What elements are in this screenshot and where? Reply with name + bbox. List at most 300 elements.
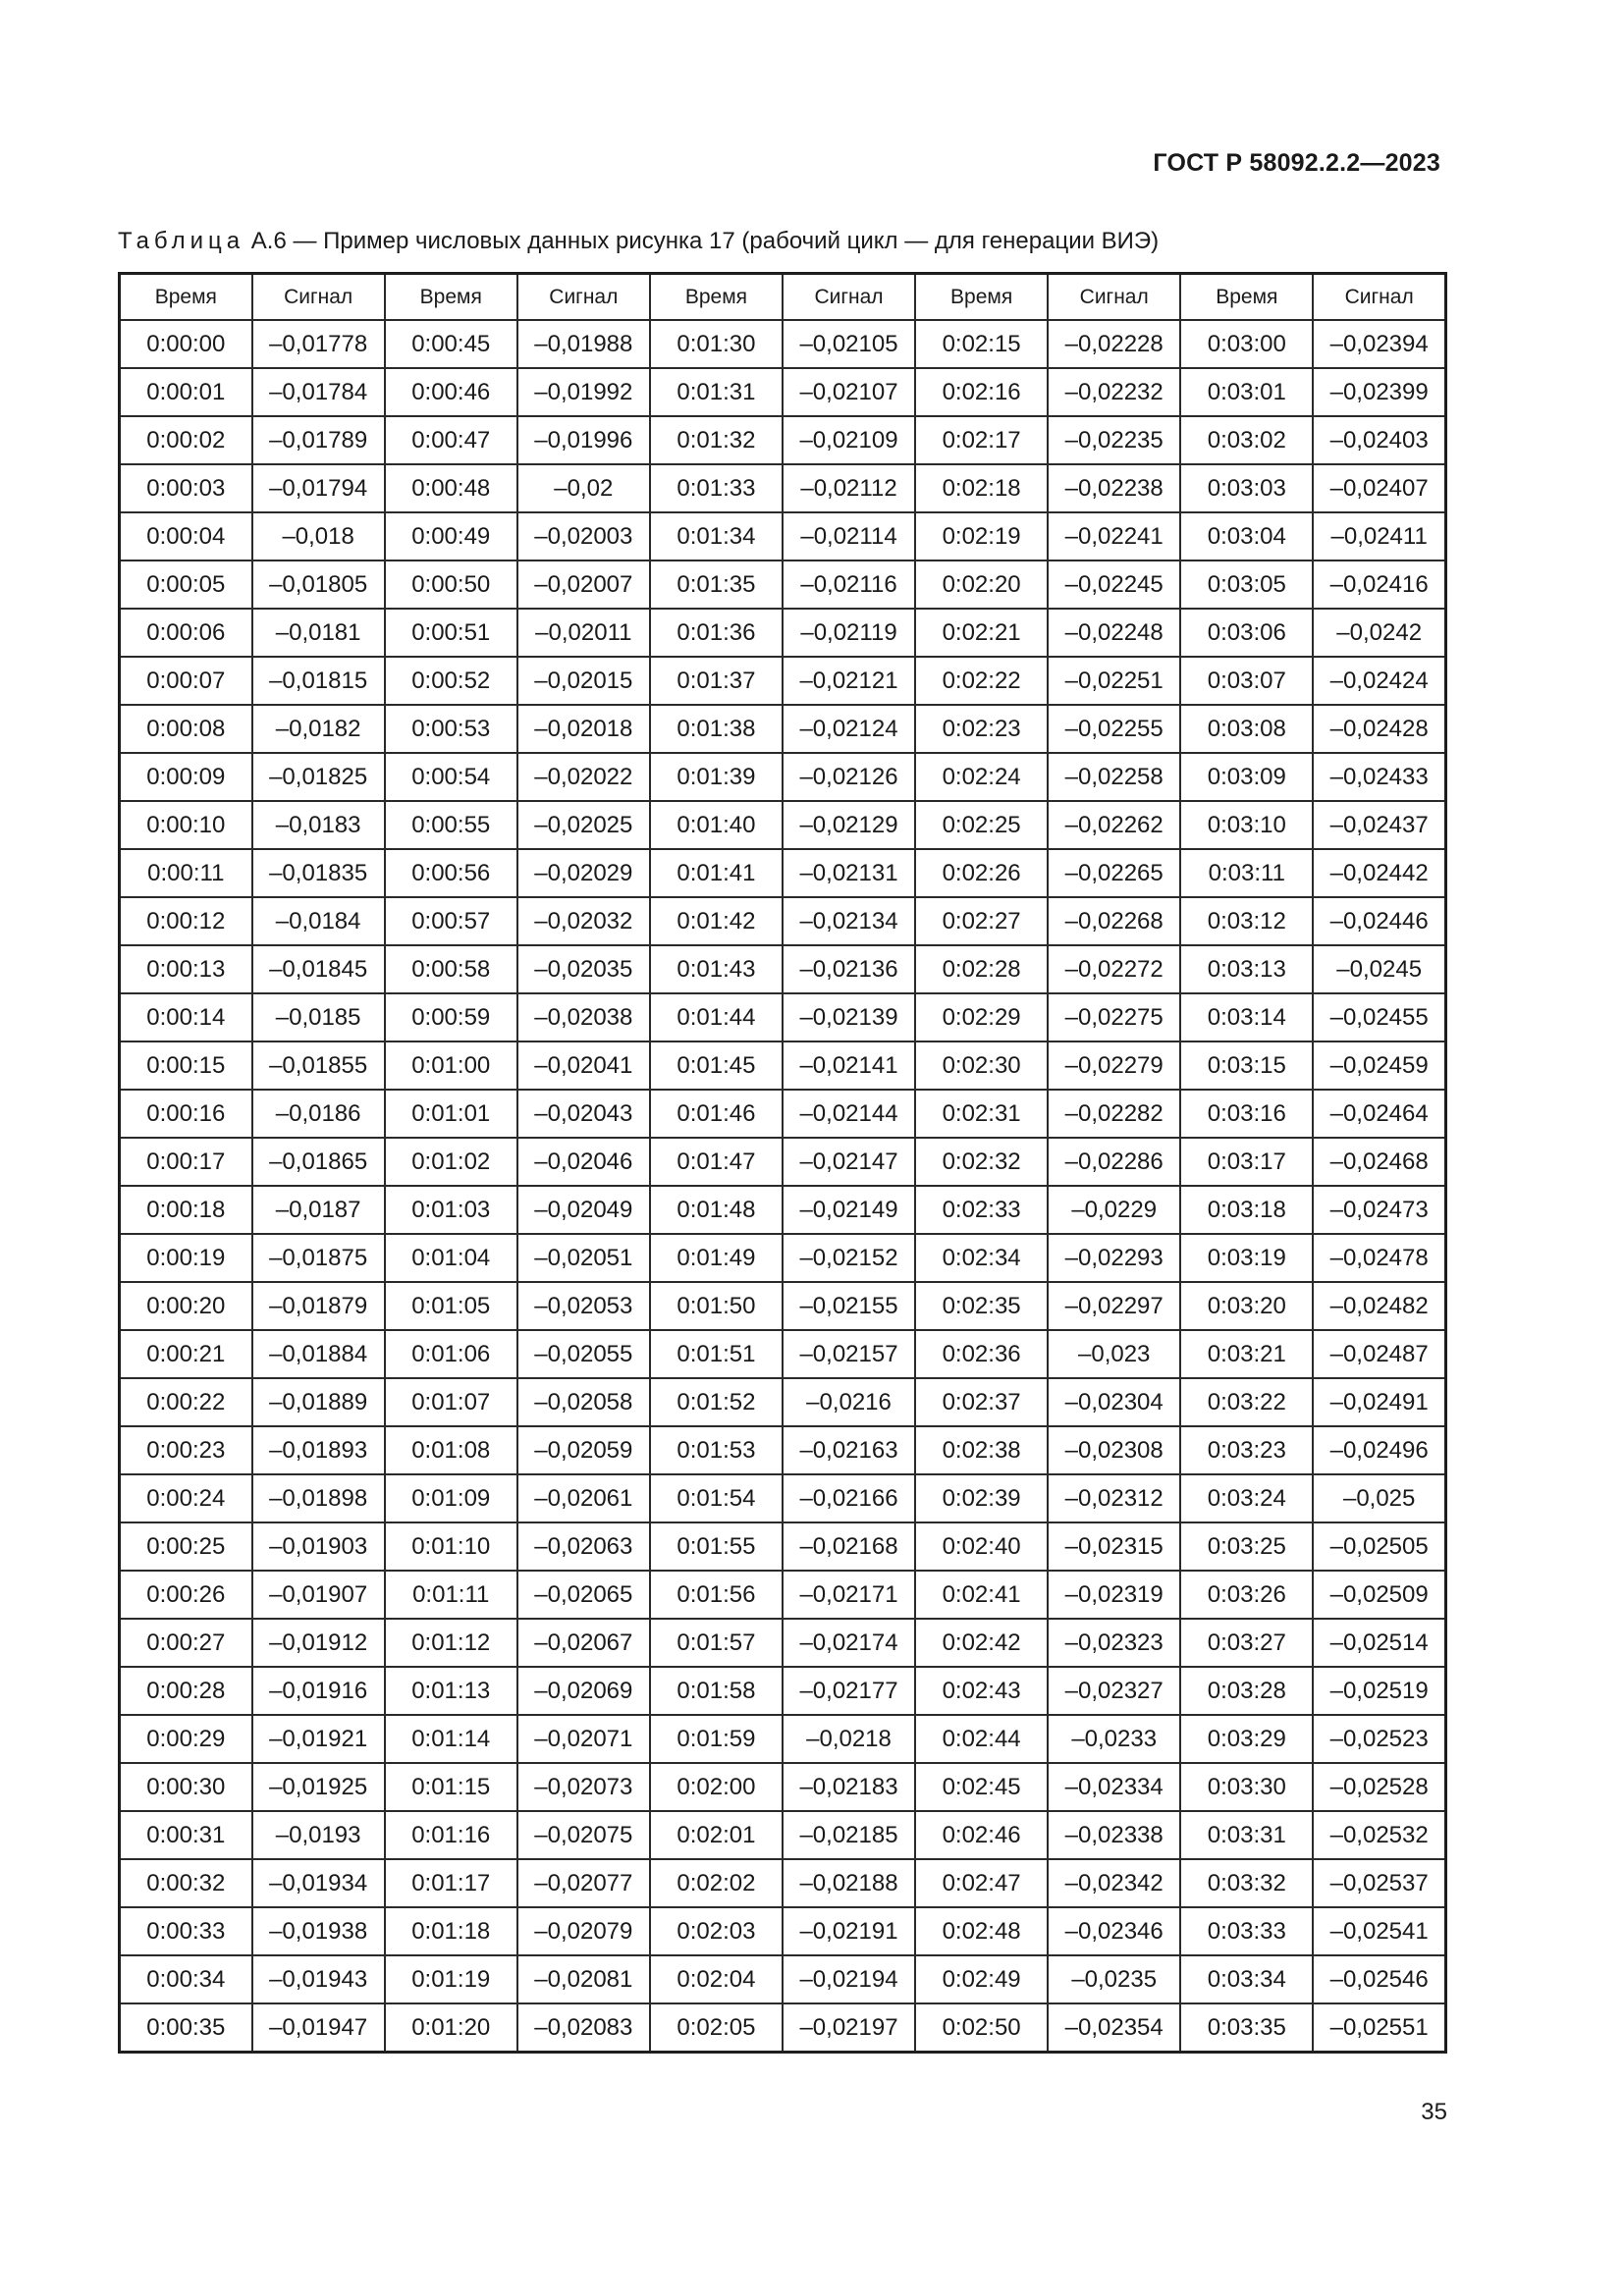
time-cell: 0:01:55	[650, 1522, 783, 1571]
time-cell: 0:03:27	[1180, 1619, 1313, 1667]
table-row	[120, 609, 1446, 657]
time-cell: 0:01:05	[385, 1282, 517, 1330]
time-cell: 0:02:46	[915, 1811, 1048, 1859]
time-cell: 0:00:51	[385, 609, 517, 657]
time-cell: 0:02:50	[915, 2003, 1048, 2053]
signal-cell: –0,02334	[1048, 1763, 1180, 1811]
signal-cell: –0,0233	[1048, 1715, 1180, 1763]
data-table	[118, 272, 1447, 2054]
time-cell: 0:02:29	[915, 993, 1048, 1041]
time-cell: 0:03:16	[1180, 1090, 1313, 1138]
table-row	[120, 1715, 1446, 1763]
signal-cell: –0,01845	[252, 945, 385, 993]
time-cell: 0:00:58	[385, 945, 517, 993]
signal-cell: –0,02051	[517, 1234, 650, 1282]
column-header-time: Время	[1180, 274, 1313, 321]
time-cell: 0:02:35	[915, 1282, 1048, 1330]
time-cell: 0:03:19	[1180, 1234, 1313, 1282]
signal-cell: –0,02157	[783, 1330, 915, 1378]
table-row	[120, 1763, 1446, 1811]
signal-cell: –0,02079	[517, 1907, 650, 1955]
time-cell: 0:00:52	[385, 657, 517, 705]
signal-cell: –0,02293	[1048, 1234, 1180, 1282]
table-row	[120, 561, 1446, 609]
time-cell: 0:02:47	[915, 1859, 1048, 1907]
signal-cell: –0,01934	[252, 1859, 385, 1907]
signal-cell: –0,02541	[1313, 1907, 1445, 1955]
table-row	[120, 1474, 1446, 1522]
signal-cell: –0,01898	[252, 1474, 385, 1522]
signal-cell: –0,02121	[783, 657, 915, 705]
signal-cell: –0,0182	[252, 705, 385, 753]
time-cell: 0:02:49	[915, 1955, 1048, 2003]
time-cell: 0:03:20	[1180, 1282, 1313, 1330]
table-row	[120, 1811, 1446, 1859]
table-row	[120, 849, 1446, 897]
signal-cell: –0,01784	[252, 368, 385, 416]
time-cell: 0:00:06	[120, 609, 252, 657]
time-cell: 0:03:15	[1180, 1041, 1313, 1090]
signal-cell: –0,02437	[1313, 801, 1445, 849]
time-cell: 0:02:23	[915, 705, 1048, 753]
signal-cell: –0,02046	[517, 1138, 650, 1186]
signal-cell: –0,02514	[1313, 1619, 1445, 1667]
signal-cell: –0,0229	[1048, 1186, 1180, 1234]
signal-cell: –0,02235	[1048, 416, 1180, 464]
time-cell: 0:00:21	[120, 1330, 252, 1378]
time-cell: 0:02:41	[915, 1571, 1048, 1619]
time-cell: 0:01:33	[650, 464, 783, 512]
signal-cell: –0,0218	[783, 1715, 915, 1763]
table-row	[120, 1138, 1446, 1186]
time-cell: 0:01:02	[385, 1138, 517, 1186]
signal-cell: –0,02081	[517, 1955, 650, 2003]
signal-cell: –0,02134	[783, 897, 915, 945]
time-cell: 0:03:14	[1180, 993, 1313, 1041]
signal-cell: –0,01938	[252, 1907, 385, 1955]
signal-cell: –0,01988	[517, 320, 650, 368]
signal-cell: –0,02245	[1048, 561, 1180, 609]
signal-cell: –0,02297	[1048, 1282, 1180, 1330]
signal-cell: –0,02455	[1313, 993, 1445, 1041]
time-cell: 0:00:53	[385, 705, 517, 753]
time-cell: 0:02:26	[915, 849, 1048, 897]
time-cell: 0:02:04	[650, 1955, 783, 2003]
signal-cell: –0,02338	[1048, 1811, 1180, 1859]
signal-cell: –0,02011	[517, 609, 650, 657]
signal-cell: –0,02069	[517, 1667, 650, 1715]
signal-cell: –0,02055	[517, 1330, 650, 1378]
time-cell: 0:02:22	[915, 657, 1048, 705]
signal-cell: –0,02141	[783, 1041, 915, 1090]
signal-cell: –0,02007	[517, 561, 650, 609]
time-cell: 0:01:41	[650, 849, 783, 897]
time-cell: 0:03:05	[1180, 561, 1313, 609]
signal-cell: –0,02114	[783, 512, 915, 561]
signal-cell: –0,02528	[1313, 1763, 1445, 1811]
time-cell: 0:03:12	[1180, 897, 1313, 945]
signal-cell: –0,0185	[252, 993, 385, 1041]
time-cell: 0:03:17	[1180, 1138, 1313, 1186]
signal-cell: –0,02061	[517, 1474, 650, 1522]
time-cell: 0:00:01	[120, 368, 252, 416]
signal-cell: –0,02025	[517, 801, 650, 849]
time-cell: 0:01:49	[650, 1234, 783, 1282]
signal-cell: –0,01947	[252, 2003, 385, 2053]
time-cell: 0:03:22	[1180, 1378, 1313, 1426]
signal-cell: –0,02424	[1313, 657, 1445, 705]
signal-cell: –0,02482	[1313, 1282, 1445, 1330]
time-cell: 0:03:02	[1180, 416, 1313, 464]
signal-cell: –0,02032	[517, 897, 650, 945]
signal-cell: –0,02459	[1313, 1041, 1445, 1090]
time-cell: 0:02:03	[650, 1907, 783, 1955]
time-cell: 0:00:10	[120, 801, 252, 849]
signal-cell: –0,02505	[1313, 1522, 1445, 1571]
time-cell: 0:00:30	[120, 1763, 252, 1811]
column-header-signal: Сигнал	[1313, 274, 1445, 321]
time-cell: 0:00:22	[120, 1378, 252, 1426]
time-cell: 0:02:33	[915, 1186, 1048, 1234]
signal-cell: –0,018	[252, 512, 385, 561]
column-header-signal: Сигнал	[783, 274, 915, 321]
signal-cell: –0,02394	[1313, 320, 1445, 368]
table-row	[120, 1571, 1446, 1619]
table-row	[120, 1955, 1446, 2003]
signal-cell: –0,01875	[252, 1234, 385, 1282]
table-row	[120, 705, 1446, 753]
column-header-time: Время	[120, 274, 252, 321]
time-cell: 0:01:09	[385, 1474, 517, 1522]
signal-cell: –0,02112	[783, 464, 915, 512]
signal-cell: –0,01794	[252, 464, 385, 512]
signal-cell: –0,02268	[1048, 897, 1180, 945]
signal-cell: –0,01916	[252, 1667, 385, 1715]
signal-cell: –0,02327	[1048, 1667, 1180, 1715]
time-cell: 0:00:19	[120, 1234, 252, 1282]
signal-cell: –0,0186	[252, 1090, 385, 1138]
signal-cell: –0,02464	[1313, 1090, 1445, 1138]
time-cell: 0:02:45	[915, 1763, 1048, 1811]
signal-cell: –0,02035	[517, 945, 650, 993]
signal-cell: –0,02139	[783, 993, 915, 1041]
signal-cell: –0,02194	[783, 1955, 915, 2003]
table-row	[120, 897, 1446, 945]
table-row	[120, 1426, 1446, 1474]
table-row	[120, 1522, 1446, 1571]
time-cell: 0:00:35	[120, 2003, 252, 2053]
time-cell: 0:03:09	[1180, 753, 1313, 801]
signal-cell: –0,01943	[252, 1955, 385, 2003]
time-cell: 0:02:25	[915, 801, 1048, 849]
time-cell: 0:03:35	[1180, 2003, 1313, 2053]
signal-cell: –0,01855	[252, 1041, 385, 1090]
signal-cell: –0,02399	[1313, 368, 1445, 416]
signal-cell: –0,02129	[783, 801, 915, 849]
time-cell: 0:01:13	[385, 1667, 517, 1715]
signal-cell: –0,02251	[1048, 657, 1180, 705]
signal-cell: –0,02509	[1313, 1571, 1445, 1619]
signal-cell: –0,02258	[1048, 753, 1180, 801]
signal-cell: –0,02519	[1313, 1667, 1445, 1715]
table-row	[120, 320, 1446, 368]
time-cell: 0:02:18	[915, 464, 1048, 512]
table-row	[120, 1907, 1446, 1955]
time-cell: 0:00:47	[385, 416, 517, 464]
signal-cell: –0,0181	[252, 609, 385, 657]
signal-cell: –0,0235	[1048, 1955, 1180, 2003]
signal-cell: –0,02065	[517, 1571, 650, 1619]
column-header-time: Время	[650, 274, 783, 321]
signal-cell: –0,02147	[783, 1138, 915, 1186]
signal-cell: –0,02197	[783, 2003, 915, 2053]
table-row	[120, 1619, 1446, 1667]
signal-cell: –0,02116	[783, 561, 915, 609]
signal-cell: –0,02058	[517, 1378, 650, 1426]
time-cell: 0:00:59	[385, 993, 517, 1041]
signal-cell: –0,02	[517, 464, 650, 512]
time-cell: 0:02:37	[915, 1378, 1048, 1426]
time-cell: 0:00:00	[120, 320, 252, 368]
signal-cell: –0,02053	[517, 1282, 650, 1330]
table-row	[120, 753, 1446, 801]
signal-cell: –0,02238	[1048, 464, 1180, 512]
signal-cell: –0,02183	[783, 1763, 915, 1811]
time-cell: 0:03:07	[1180, 657, 1313, 705]
time-cell: 0:01:20	[385, 2003, 517, 2053]
signal-cell: –0,02468	[1313, 1138, 1445, 1186]
time-cell: 0:00:54	[385, 753, 517, 801]
signal-cell: –0,01893	[252, 1426, 385, 1474]
time-cell: 0:01:48	[650, 1186, 783, 1234]
signal-cell: –0,02083	[517, 2003, 650, 2053]
time-cell: 0:02:20	[915, 561, 1048, 609]
time-cell: 0:00:26	[120, 1571, 252, 1619]
time-cell: 0:00:33	[120, 1907, 252, 1955]
time-cell: 0:03:08	[1180, 705, 1313, 753]
signal-cell: –0,01903	[252, 1522, 385, 1571]
time-cell: 0:01:31	[650, 368, 783, 416]
signal-cell: –0,02473	[1313, 1186, 1445, 1234]
time-cell: 0:03:25	[1180, 1522, 1313, 1571]
time-cell: 0:01:38	[650, 705, 783, 753]
time-cell: 0:03:24	[1180, 1474, 1313, 1522]
time-cell: 0:03:26	[1180, 1571, 1313, 1619]
time-cell: 0:01:37	[650, 657, 783, 705]
time-cell: 0:00:50	[385, 561, 517, 609]
time-cell: 0:01:46	[650, 1090, 783, 1138]
signal-cell: –0,02136	[783, 945, 915, 993]
time-cell: 0:00:07	[120, 657, 252, 705]
signal-cell: –0,02003	[517, 512, 650, 561]
time-cell: 0:01:54	[650, 1474, 783, 1522]
time-cell: 0:02:21	[915, 609, 1048, 657]
signal-cell: –0,02416	[1313, 561, 1445, 609]
signal-cell: –0,01825	[252, 753, 385, 801]
signal-cell: –0,02174	[783, 1619, 915, 1667]
signal-cell: –0,02428	[1313, 705, 1445, 753]
signal-cell: –0,02308	[1048, 1426, 1180, 1474]
time-cell: 0:03:10	[1180, 801, 1313, 849]
time-cell: 0:00:49	[385, 512, 517, 561]
time-cell: 0:00:25	[120, 1522, 252, 1571]
time-cell: 0:02:31	[915, 1090, 1048, 1138]
table-row	[120, 945, 1446, 993]
signal-cell: –0,02077	[517, 1859, 650, 1907]
signal-cell: –0,0187	[252, 1186, 385, 1234]
table-row	[120, 464, 1446, 512]
time-cell: 0:00:04	[120, 512, 252, 561]
signal-cell: –0,02315	[1048, 1522, 1180, 1571]
signal-cell: –0,02546	[1313, 1955, 1445, 2003]
time-cell: 0:01:50	[650, 1282, 783, 1330]
signal-cell: –0,02433	[1313, 753, 1445, 801]
column-header-signal: Сигнал	[252, 274, 385, 321]
signal-cell: –0,02275	[1048, 993, 1180, 1041]
signal-cell: –0,02523	[1313, 1715, 1445, 1763]
signal-cell: –0,01925	[252, 1763, 385, 1811]
time-cell: 0:00:20	[120, 1282, 252, 1330]
signal-cell: –0,02177	[783, 1667, 915, 1715]
time-cell: 0:01:45	[650, 1041, 783, 1090]
signal-cell: –0,02282	[1048, 1090, 1180, 1138]
signal-cell: –0,02312	[1048, 1474, 1180, 1522]
signal-cell: –0,02124	[783, 705, 915, 753]
time-cell: 0:02:48	[915, 1907, 1048, 1955]
signal-cell: –0,01889	[252, 1378, 385, 1426]
time-cell: 0:03:31	[1180, 1811, 1313, 1859]
column-header-signal: Сигнал	[1048, 274, 1180, 321]
signal-cell: –0,02487	[1313, 1330, 1445, 1378]
signal-cell: –0,02166	[783, 1474, 915, 1522]
signal-cell: –0,02018	[517, 705, 650, 753]
time-cell: 0:03:32	[1180, 1859, 1313, 1907]
signal-cell: –0,0242	[1313, 609, 1445, 657]
signal-cell: –0,02188	[783, 1859, 915, 1907]
time-cell: 0:01:52	[650, 1378, 783, 1426]
time-cell: 0:01:06	[385, 1330, 517, 1378]
time-cell: 0:00:09	[120, 753, 252, 801]
signal-cell: –0,02105	[783, 320, 915, 368]
table-row	[120, 801, 1446, 849]
signal-cell: –0,02067	[517, 1619, 650, 1667]
time-cell: 0:01:35	[650, 561, 783, 609]
signal-cell: –0,02232	[1048, 368, 1180, 416]
signal-cell: –0,01921	[252, 1715, 385, 1763]
time-cell: 0:03:04	[1180, 512, 1313, 561]
signal-cell: –0,02272	[1048, 945, 1180, 993]
table-header	[120, 274, 1446, 321]
page-number: 35	[1421, 2099, 1447, 2125]
signal-cell: –0,02265	[1048, 849, 1180, 897]
column-header-time: Время	[385, 274, 517, 321]
signal-cell: –0,02551	[1313, 2003, 1445, 2053]
time-cell: 0:02:36	[915, 1330, 1048, 1378]
signal-cell: –0,02168	[783, 1522, 915, 1571]
time-cell: 0:03:30	[1180, 1763, 1313, 1811]
time-cell: 0:01:53	[650, 1426, 783, 1474]
table-caption-word: Таблица	[118, 228, 245, 254]
signal-cell: –0,02255	[1048, 705, 1180, 753]
time-cell: 0:00:29	[120, 1715, 252, 1763]
time-cell: 0:01:00	[385, 1041, 517, 1090]
table-caption	[118, 228, 1159, 255]
time-cell: 0:02:16	[915, 368, 1048, 416]
table-row	[120, 368, 1446, 416]
signal-cell: –0,01778	[252, 320, 385, 368]
signal-cell: –0,02119	[783, 609, 915, 657]
time-cell: 0:02:01	[650, 1811, 783, 1859]
time-cell: 0:03:23	[1180, 1426, 1313, 1474]
time-cell: 0:01:04	[385, 1234, 517, 1282]
time-cell: 0:01:57	[650, 1619, 783, 1667]
time-cell: 0:00:17	[120, 1138, 252, 1186]
signal-cell: –0,01907	[252, 1571, 385, 1619]
signal-cell: –0,02537	[1313, 1859, 1445, 1907]
time-cell: 0:01:01	[385, 1090, 517, 1138]
time-cell: 0:01:03	[385, 1186, 517, 1234]
time-cell: 0:00:55	[385, 801, 517, 849]
time-cell: 0:02:42	[915, 1619, 1048, 1667]
time-cell: 0:02:34	[915, 1234, 1048, 1282]
time-cell: 0:00:23	[120, 1426, 252, 1474]
document-standard-title: ГОСТ Р 58092.2.2—2023	[1153, 149, 1440, 177]
signal-cell: –0,01789	[252, 416, 385, 464]
signal-cell: –0,02049	[517, 1186, 650, 1234]
signal-cell: –0,02171	[783, 1571, 915, 1619]
time-cell: 0:01:43	[650, 945, 783, 993]
signal-cell: –0,02228	[1048, 320, 1180, 368]
signal-cell: –0,02346	[1048, 1907, 1180, 1955]
signal-cell: –0,02059	[517, 1426, 650, 1474]
time-cell: 0:01:14	[385, 1715, 517, 1763]
time-cell: 0:01:47	[650, 1138, 783, 1186]
time-cell: 0:00:28	[120, 1667, 252, 1715]
time-cell: 0:01:56	[650, 1571, 783, 1619]
signal-cell: –0,01879	[252, 1282, 385, 1330]
time-cell: 0:00:05	[120, 561, 252, 609]
time-cell: 0:02:28	[915, 945, 1048, 993]
signal-cell: –0,02304	[1048, 1378, 1180, 1426]
table-body	[120, 320, 1446, 2053]
signal-cell: –0,02144	[783, 1090, 915, 1138]
signal-cell: –0,02109	[783, 416, 915, 464]
signal-cell: –0,02442	[1313, 849, 1445, 897]
time-cell: 0:00:24	[120, 1474, 252, 1522]
signal-cell: –0,02403	[1313, 416, 1445, 464]
time-cell: 0:01:16	[385, 1811, 517, 1859]
signal-cell: –0,02532	[1313, 1811, 1445, 1859]
time-cell: 0:00:34	[120, 1955, 252, 2003]
signal-cell: –0,02354	[1048, 2003, 1180, 2053]
time-cell: 0:00:56	[385, 849, 517, 897]
time-cell: 0:01:39	[650, 753, 783, 801]
time-cell: 0:01:19	[385, 1955, 517, 2003]
signal-cell: –0,02342	[1048, 1859, 1180, 1907]
time-cell: 0:00:13	[120, 945, 252, 993]
time-cell: 0:02:30	[915, 1041, 1048, 1090]
table-row	[120, 1859, 1446, 1907]
signal-cell: –0,02029	[517, 849, 650, 897]
time-cell: 0:03:21	[1180, 1330, 1313, 1378]
time-cell: 0:01:44	[650, 993, 783, 1041]
signal-cell: –0,02015	[517, 657, 650, 705]
time-cell: 0:02:32	[915, 1138, 1048, 1186]
time-cell: 0:03:06	[1180, 609, 1313, 657]
signal-cell: –0,0184	[252, 897, 385, 945]
time-cell: 0:02:00	[650, 1763, 783, 1811]
time-cell: 0:00:03	[120, 464, 252, 512]
